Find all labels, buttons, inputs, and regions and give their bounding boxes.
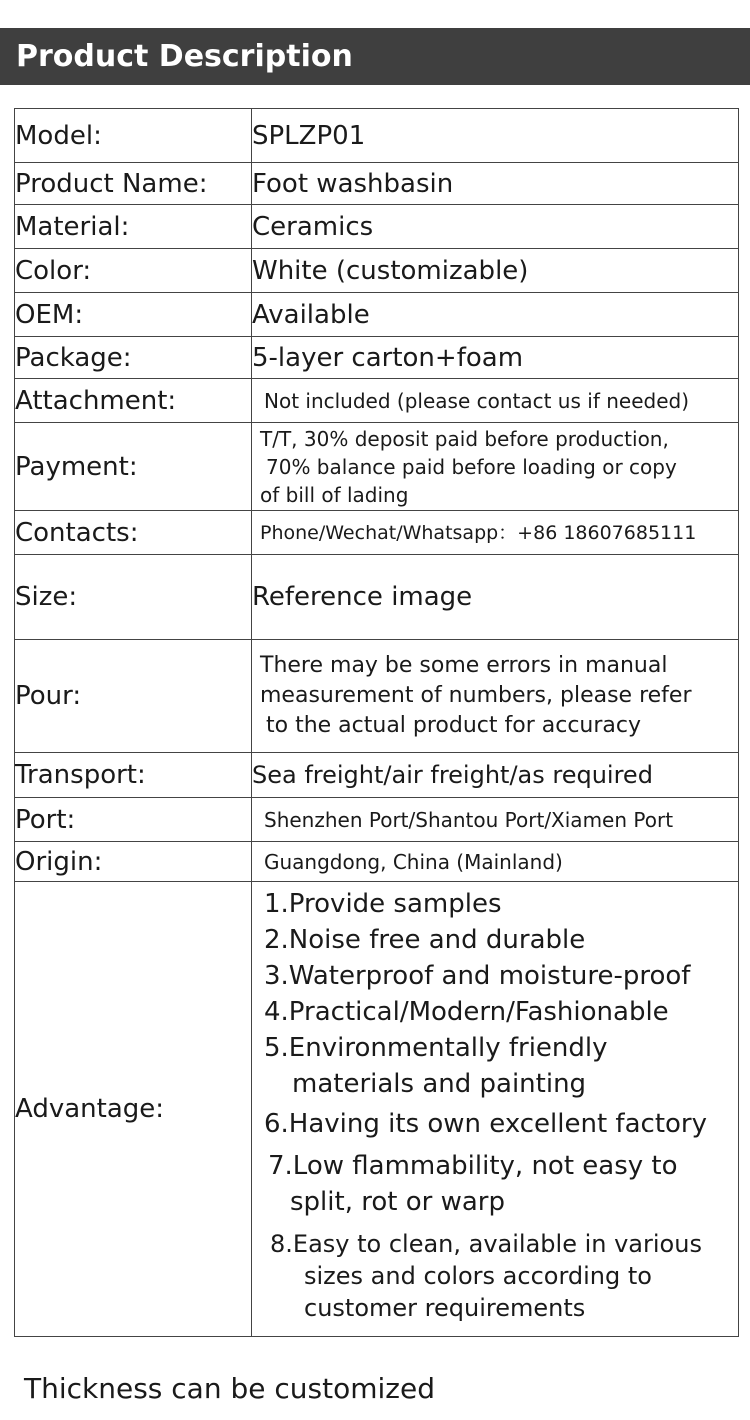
spec-row-origin (15, 842, 739, 882)
advantage-item: 8.Easy to clean, available in various (270, 1230, 702, 1258)
advantage-item: 7.Low flammability, not easy to (268, 1151, 678, 1181)
advantage-item: 1.Provide samples (264, 889, 502, 919)
pour-line: measurement of numbers, please refer (260, 683, 692, 708)
advantage-item: 3.Waterproof and moisture-proof (264, 961, 691, 991)
pour-line: to the actual product for accuracy (266, 713, 642, 738)
spec-value: SPLZP01 (252, 109, 739, 163)
spec-value: Foot washbasin (252, 163, 739, 205)
spec-row-payment (15, 423, 739, 511)
spec-value: Ceramics (252, 205, 739, 249)
spec-value: 5-layer carton+foam (252, 337, 739, 379)
spec-row-model (15, 109, 739, 163)
advantage-item: sizes and colors according to (304, 1262, 652, 1290)
spec-row-port (15, 798, 739, 842)
spec-value: Sea freight/air freight/as required (252, 753, 739, 798)
advantage-item: split, rot or warp (290, 1187, 505, 1217)
spec-row-material (15, 205, 739, 249)
pour-line: There may be some errors in manual (260, 653, 668, 678)
spec-value: Phone/Wechat/Whatsapp：+86 18607685111 (252, 511, 739, 555)
spec-value (252, 640, 739, 753)
advantage-item: materials and painting (292, 1069, 587, 1099)
advantage-item: customer requirements (304, 1294, 586, 1322)
spec-value (252, 423, 739, 511)
spec-table (14, 108, 739, 1337)
spec-label: Model: (15, 109, 252, 163)
spec-label: Transport: (15, 753, 252, 798)
spec-label: Advantage: (15, 882, 252, 1337)
spec-label: Pour: (15, 640, 252, 753)
section-header (0, 28, 750, 85)
advantage-item: 5.Environmentally friendly (264, 1033, 608, 1063)
advantage-item: 6.Having its own excellent factory (264, 1109, 707, 1139)
section-title: Product Description (16, 38, 353, 74)
footer-note: Thickness can be customized (24, 1372, 435, 1405)
spec-value: Available (252, 293, 739, 337)
spec-label: Size: (15, 555, 252, 640)
payment-line: 70% balance paid before loading or copy (266, 454, 677, 479)
spec-label: Port: (15, 798, 252, 842)
spec-label: Product Name: (15, 163, 252, 205)
spec-row-transport (15, 753, 739, 798)
spec-label: OEM: (15, 293, 252, 337)
spec-value: Not included (please contact us if needed) (252, 379, 739, 423)
spec-row-pour (15, 640, 739, 753)
spec-label: Color: (15, 249, 252, 293)
spec-row-attachment (15, 379, 739, 423)
spec-row-package (15, 337, 739, 379)
spec-label: Contacts: (15, 511, 252, 555)
spec-value: Reference image (252, 555, 739, 640)
advantage-list (252, 882, 739, 1337)
spec-label: Payment: (15, 423, 252, 511)
spec-row-color (15, 249, 739, 293)
payment-line: T/T, 30% deposit paid before production, (260, 426, 669, 451)
spec-row-oem (15, 293, 739, 337)
spec-value: Shenzhen Port/Shantou Port/Xiamen Port (252, 798, 739, 842)
spec-label: Attachment: (15, 379, 252, 423)
spec-label: Material: (15, 205, 252, 249)
spec-label: Package: (15, 337, 252, 379)
advantage-item: 4.Practical/Modern/Fashionable (264, 997, 669, 1027)
spec-value: Guangdong, China (Mainland) (252, 842, 739, 882)
spec-label: Origin: (15, 842, 252, 882)
advantage-item: 2.Noise free and durable (264, 925, 586, 955)
payment-line: of bill of lading (260, 482, 409, 507)
spec-value: White (customizable) (252, 249, 739, 293)
spec-row-contacts (15, 511, 739, 555)
spec-row-product-name (15, 163, 739, 205)
spec-row-advantage (15, 882, 739, 1337)
spec-row-size (15, 555, 739, 640)
